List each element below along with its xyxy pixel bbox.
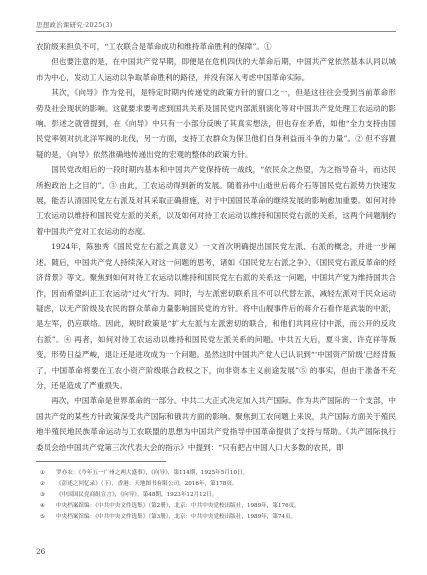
paragraph-3: 其次，《向导》作为党刊，是特定时期内传递党的政策方针的窗口之一，但是这往往会受到当前革命形势及社会现状的影响。这就要求要考虑到国共关系及国民党内部派别演化等对中国共产党处理工农运动的影响。彭述之就曾提到，在《向导》中只有一小部分反映了其真实想法，但也存在矛盾，如他“全力支持由国民党率领对抗北洋军阀的北伐，另一方面，支持工农群众为保卫他们自身利益而斗争的力量”。② 但不容置疑的是，《向导》依然准确地传递出党的宏观的整体的政策方针。 [36,88,396,159]
paragraph-5: 1924年，陈独秀《国民党左右派之真意义》一文首次明确提出国民党左派、右派的概念，并进一步阐述。随后，中国共产党人持续深入对这一问题的思考，诸如《国民党左右派之争》、《国民党右派反革命的经济背景》等文。聚焦到如何对待工农运动以维持和国民党左右派的关系这一问题，中国共产党为维持国共合作，因而希望纠正工农运动“过火”行为。同时，与左派密切联系且不可以代替左派，减轻左派对于民众运动疑虑，以无产阶级及农民的群众革命力量影响国民党的方针。将中山舰事件后的蒋介石看作是武装的中派，是左军，仍应联络。因此，规时政策是“扩大左派与左派密切的联合，和他们共同应付中派，而公开的反攻右派”。④ 再者，如何对待工农运动以维持和国民党左派关系的问题。中共五大后，夏斗寅、许克祥等叛变，形势日益严峻，退让还是进攻成为一个问题。虽然这时中国共产党人已认识到“‘中国资产阶级’已经背叛了，中国革命将要在工农小资产阶级联合政权之下，向非资本主义前途发展”⑤ 的事实，但由于准备不充分，还是造成了严重损失。 [36,242,396,390]
footnote-marker: ④ [40,503,46,509]
body-text [36,39,396,455]
footnote-text: 罗亦农：《今年五一广州之两大盛事》，《向导》，第114期，1925年5月10日。 [56,470,249,476]
paragraph-1: 农阶级来担负不可，“工农联合是革命成功和维持革命胜利的保障”。① [36,42,272,51]
paragraph-6: 再次，中国革命是世界革命的一部分。中共二大正式决定加入共产国际。作为共产国际的一个支部，中国共产党的某些方针政策深受共产国际和俄共方面的影响。聚焦到工农问题上来说，共产国际方面关于殖民地半殖民地民族革命运动与工农联盟的思想为中国共产党指导中国革命提供了支持与帮助。《共产国际执行委员会给中国共产党第三次代表大会的指示》中提到：“只有把占中国人口大多数的农民，即 [36,396,396,452]
footnote-5 [36,512,396,523]
footnote-marker: ③ [40,492,46,498]
footnote-text: 《彭述之回忆录》（下），香港：天地图书有限公司，2016年，第178页。 [56,481,238,487]
footnote-3 [36,490,396,501]
footnote-text: 中央档案馆编：《中共中央文件选集》（第3册），北京：中共中央党校出版社，1989年，第74页。 [56,514,297,520]
footnote-1 [36,468,396,479]
footnote-2 [36,479,396,490]
header-divider [36,31,396,32]
footnote-divider [36,461,166,462]
paragraph-2: 但也要注意的是，在中国共产党早期，即便是在危机四伏的大革命后期，中国共产党依然基本认同以城市为中心，发动工人运动以争取革命胜利的路径，并没有深入考虑中国革命实际。 [36,57,396,82]
paragraph-4: 国民党改组后的一段时期内基本和中国共产党保持统一战线，“依民众之热望，为之指导奋斗，而达民所抱政治上之目的”。③ 由此，工农运动得到新的发展。随着孙中山逝世后蒋介石等国民党右派势力快速发展，能否认清国民党左右派及对其采取正确措施，对于中国国民革命的继续发展的影响愈加重要。如何对待工农运动以维持和国民党左派的关系，以及如何对待工农运动以维持和国民党右派的关系，这两个问题制约着中国共产党对工农运动的态度。 [36,165,396,236]
footnote-marker: ① [40,470,46,476]
footnote-4 [36,501,396,512]
running-header: 思想政治课研究·2025(3) [36,21,113,29]
footnote-marker: ⑤ [40,514,46,520]
footnote-marker: ② [40,481,46,487]
footnote-text: 中央档案馆编：《中共中央文件选集》（第2册），北京：中共中央党校出版社，1989年，第176页。 [56,503,300,509]
footnote-text: 《中国国民党商组宣言》，《向导》，第48期，1923年12月12日。 [56,492,218,498]
footnotes [36,461,396,523]
page-number: 26 [36,547,46,556]
